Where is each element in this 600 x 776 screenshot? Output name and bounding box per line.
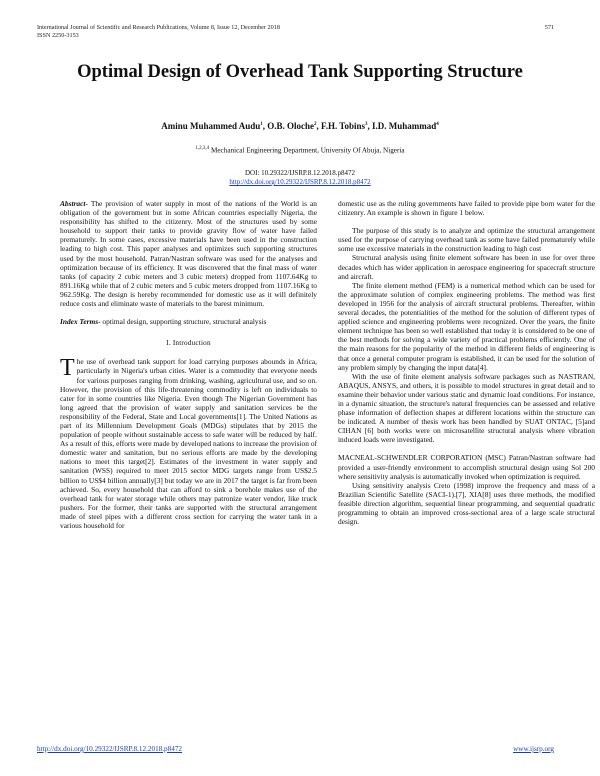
- doi-block: [0, 169, 600, 187]
- author-sep: ,: [367, 121, 372, 131]
- abstract-label: Abstract-: [60, 199, 88, 208]
- author-sep: ,: [316, 121, 322, 131]
- index-terms-label: Index Terms: [60, 317, 99, 327]
- author-name: I.D. Muhammad: [371, 121, 437, 131]
- paragraph: The purpose of this study is to analyze and optimize the structural arrangement used for the purpose of carrying overhead tank as some have failed prematurely while some use excessive materials in the construction leading to high cost: [338, 226, 595, 254]
- footer-doi-link[interactable]: http://dx.doi.org/10.29322/IJSRP.8.12.2018.p8472: [37, 745, 183, 753]
- drop-cap: T: [60, 355, 75, 382]
- doi-link[interactable]: http://dx.doi.org/10.29322/IJSRP.8.12.2018.p8472: [229, 178, 371, 186]
- author-sup: 3: [364, 122, 368, 127]
- left-column: [60, 199, 317, 530]
- paragraph: With the use of finite element analysis software packages such as NASTRAN, ABAQUS, ANSYS, and others, it is possible to model structures in great detail and to examine their behavior under various static and dynamic load conditions. For instance, in a dynamic situation, the structure's natural frequencies can be assessed and relative phase information of deflection shapes at different locations within the structure can be indicated. A number of thesis work has been handled by SUAT ONTAC, [5]and CIHAN [6] both works were on microsatellite structural analysis where vibration induced loads were investigated.: [338, 371, 595, 445]
- index-terms-text: - optimal design, supporting structure, structural analysis: [98, 317, 267, 327]
- author-list: [0, 121, 600, 131]
- author-name: O.B. Oloche: [267, 121, 315, 131]
- footer-site-link[interactable]: www.ijsrp.org: [513, 745, 554, 753]
- intro-text: he use of overhead tank support for load carrying purposes abounds in Africa, particularly in Nigeria's urban cities. Water is a commodity that everyone needs for various purposes ranging from drinking, washing, agricultural use, and so on. However, the provision of this life-threatening commodity is left on individuals to cater for in some countries like Nigeria. Even though The Nigerian Government has long agreed that the provision of water supply and sanitation services be the responsibility of the Federal, State and Local governments[1]. The United Nations as part of its Millennium Development Goals (MDGs) stipulates that by 2015 the population of people without sustainable access to safe water will be reduced by half. As a result of this, efforts were made by developed nations to increase the provision of domestic water and sanitation, but no serious efforts are made by the developing nations to meet this target[2]. Estimates of the investment in water supply and sanitation (WSS) required to meet 2015 sector MDG targets range from US$2.5 billion to US$4 billion annually[3] but today we are in 2017 the target is far from been achieved. So, every household that can afford to sink a borehole makes use of the overhead tank for water storage while others may patronize water vendor, like truck pushers. For the former, their tanks are supported with the structural arrangement made of steel pipes with a different cross section for carrying the water tank in a various household for: [60, 357, 317, 530]
- author-sup: 2: [314, 122, 317, 127]
- abstract-text: The provision of water supply in most of the nations of the World is an obligation of the government but in some African countries especially Nigeria, the responsibility has shifted to the citizenry. Most of the structures used by some household to support their tanks to provide gravity flow of water have failed prematurely. In some cases, excessive materials have been used in the construction leading to high cost. This paper analyses and optimizes such supporting structures used by the most household. Patran/Nastran software was used for the analyses and optimization because of its efficiency. It was discovered that the final mass of water tanks (of capacity 2 cubic meters and 3 cubic meters) dropped from 1107.64Kg to 891.16Kg while that of 2 cubic meters and 5 cubic meters dropped from 1107.16Kg to 962.59Kg. The design is hereby recommended for domestic use as it will definitely reduce costs and eliminate waste of materials to the barest minimum.: [60, 199, 317, 309]
- index-terms: [60, 317, 317, 326]
- author-name: F.H. Tobins: [321, 121, 365, 131]
- section-heading-introduction: I. Introduction: [166, 339, 211, 348]
- paragraph: Using sensitivity analysis Creto (1998) improve the frequency and mass of a Brazilian Scientific Satellite (SACI-1).[7], XIA[8] uses three methods, the modified feasible direction algorithm, sequential linear programming, and sequential quadratic programming to obtain an improved cross-sectional area of a large scale structural design.: [338, 480, 595, 527]
- affiliation: [0, 146, 600, 154]
- affiliation-sup: 1,2,3,4: [195, 146, 210, 151]
- issn: ISSN 2250-3153: [37, 32, 79, 39]
- paper-title: Optimal Design of Overhead Tank Supporting Structure: [77, 62, 523, 82]
- abstract: [60, 199, 317, 308]
- author-sup: 4: [436, 122, 439, 127]
- author-sup: 1: [260, 122, 263, 127]
- doi-text: DOI: 10.29322/IJSRP.8.12.2018.p8472: [244, 169, 356, 177]
- paragraph: The finite element method (FEM) is a numerical method which can be used for the approximate solution of complex engineering problems. The method was first developed in 1956 for the analysis of aircraft structural problems. Thereafter, within several decades, the potentialities of the method for the solution of different types of applied science and engineering problems were recognized. Over the years, the finite element technique has been so well established that today it is considered to be one of the best methods for solving a wide variety of practical problems efficiently. One of the main reasons for the popularity of the method in different fields of engineering is that once a general computer program is established, it can be used for the solution of any problem simply by changing the input data[4].: [338, 280, 595, 372]
- intro-paragraph: [60, 357, 317, 530]
- paragraph: domestic use as the ruling governments have failed to provide pipe born water for the citizenry. An example is shown in figure 1 below.: [338, 199, 595, 218]
- affiliation-text: Mechanical Engineering Department, University Of Abuja, Nigeria: [210, 146, 405, 155]
- right-column: [338, 199, 595, 526]
- author-sep: ,: [262, 121, 268, 131]
- journal-header: International Journal of Scientific and Research Publications, Volume 8, Issue 12, December 2018: [37, 24, 280, 31]
- paragraph: MACNEAL-SCHWENDLER CORPORATION (MSC) Patran/Nastran software had provided a user-friendly environment to accomplish structural design using Sol 200 where sensitivity analysis is automatically invoked when optimization is required.: [338, 453, 595, 481]
- page-number: 571: [544, 24, 554, 31]
- author-name: Aminu Muhammed Audu: [161, 121, 261, 131]
- paragraph: Structural analysis using finite element software has been in use for over three decades which has wider application in aerospace engineering for spacecraft structure and aircraft.: [338, 253, 595, 281]
